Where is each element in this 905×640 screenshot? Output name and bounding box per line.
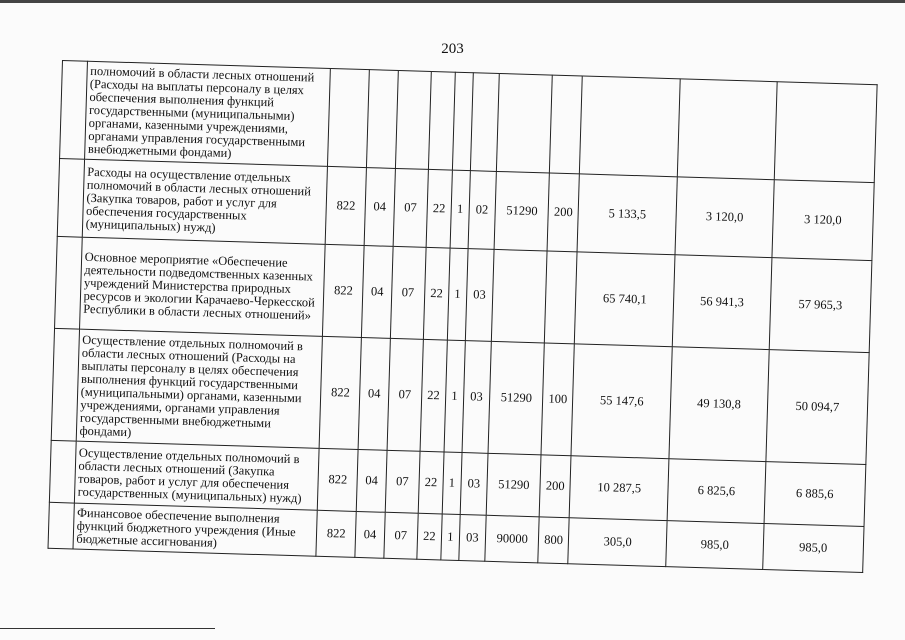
direction-cell: 51290 — [494, 171, 550, 251]
direction-cell: 90000 — [485, 515, 540, 563]
section-cell — [367, 70, 399, 169]
year3-amount-cell: 985,0 — [762, 524, 864, 573]
year1-amount-cell: 5 133,5 — [577, 174, 678, 255]
empty-cell — [49, 440, 75, 503]
expense-name-cell: Финансовое обеспечение выполнения функций бюджетного учреждения (Иные бюджетные ассигнования) — [73, 503, 318, 556]
subsection-cell — [395, 70, 431, 169]
budget-table-wrapper — [47, 60, 877, 573]
direction-cell: 51290 — [488, 341, 545, 455]
expense-type-cell: 200 — [540, 455, 572, 518]
main-event-cell — [470, 73, 500, 172]
gov-code-cell: 822 — [323, 244, 365, 337]
footnote-divider — [0, 628, 215, 629]
expense-name-cell: Осуществление отдельных полномочий в области лесных отношений (Расходы на выплаты персоналу в целях обеспечения выполнения функций государственными (муниципальными) органами, казенными учреждениями, органами управления государственными внебюджетными фондами) — [76, 329, 323, 448]
subsection-cell: 07 — [390, 246, 425, 339]
empty-cell — [57, 158, 84, 237]
subprogram-cell: 1 — [450, 170, 470, 248]
gov-code-cell — [328, 68, 370, 167]
gov-code-cell: 822 — [316, 510, 356, 557]
year2-amount-cell: 985,0 — [666, 521, 764, 570]
expense-name-cell: Расходы на осуществление отдельных полномочий в области лесных отношений (Закупка товаров, работ и услуг для обеспечения государственных (муниципальных) нужд) — [82, 159, 328, 244]
subprogram-cell: 1 — [441, 514, 460, 560]
program-cell: 22 — [426, 169, 453, 248]
subsection-cell: 07 — [387, 338, 423, 451]
main-event-cell: 03 — [460, 453, 488, 516]
section-cell: 04 — [356, 449, 386, 512]
program-cell — [428, 71, 455, 170]
main-event-cell: 03 — [458, 514, 486, 561]
expense-type-cell — [550, 75, 583, 174]
year2-amount-cell — [678, 79, 777, 180]
expense-type-cell — [545, 251, 577, 344]
year2-amount-cell: 6 825,6 — [667, 459, 765, 524]
main-event-cell: 03 — [465, 249, 494, 342]
subprogram-cell: 1 — [444, 340, 465, 452]
section-cell: 04 — [364, 168, 395, 247]
page-number: 203 — [441, 41, 464, 57]
empty-cell — [55, 236, 82, 329]
main-event-cell: 02 — [468, 171, 497, 250]
direction-cell — [491, 249, 547, 343]
year1-amount-cell — [579, 76, 680, 177]
subprogram-cell: 1 — [442, 452, 461, 514]
gov-code-cell: 822 — [317, 448, 358, 511]
empty-cell — [60, 61, 87, 160]
section-cell: 04 — [358, 338, 390, 451]
year1-amount-cell: 55 147,6 — [571, 344, 673, 459]
year3-amount-cell: 50 094,7 — [765, 350, 869, 465]
year2-amount-cell: 3 120,0 — [675, 177, 774, 258]
year1-amount-cell: 305,0 — [568, 518, 668, 567]
expense-name-cell: Основное мероприятие «Обеспечение деятельности подведомственных казенных учреждений Министерства природных ресурсов и экологии Карачаево-Черкесской Республики в области лесных отношений» — [79, 237, 325, 336]
expense-type-cell: 800 — [538, 517, 569, 564]
direction-cell: 51290 — [486, 453, 541, 517]
year1-amount-cell: 10 287,5 — [569, 456, 669, 521]
expense-type-cell: 100 — [541, 343, 574, 456]
year3-amount-cell — [774, 82, 877, 183]
page-top-edge — [0, 0, 905, 3]
expense-type-cell: 200 — [547, 173, 579, 252]
expense-name-cell: полномочий в области лесных отношений (Расходы на выплаты персоналу в целях обеспечения выполнения функций государственными (муниципальными) органами, казенными учреждениями, органами управления государственными внебюджетными фондами) — [84, 61, 330, 166]
program-cell: 22 — [420, 339, 448, 452]
year2-amount-cell: 56 941,3 — [673, 255, 772, 350]
year3-amount-cell: 57 965,3 — [769, 258, 872, 353]
program-cell: 22 — [418, 451, 444, 514]
year3-amount-cell: 6 885,6 — [764, 462, 866, 527]
expense-name-cell: Осуществление отдельных полномочий в области лесных отношений (Закупка товаров, работ и услуг для обеспечения государственных (муниципальных) нужд) — [74, 441, 319, 510]
direction-cell — [496, 73, 552, 173]
program-cell: 22 — [416, 513, 442, 560]
subsection-cell: 07 — [384, 512, 418, 559]
subsection-cell: 07 — [385, 450, 420, 513]
subprogram-cell: 1 — [447, 248, 467, 340]
program-cell: 22 — [423, 247, 450, 340]
section-cell: 04 — [362, 246, 393, 339]
empty-cell — [51, 328, 79, 441]
main-event-cell: 03 — [462, 341, 492, 454]
empty-cell — [48, 502, 74, 549]
gov-code-cell: 822 — [325, 166, 366, 245]
subsection-cell: 07 — [393, 168, 428, 247]
gov-code-cell: 822 — [319, 336, 361, 449]
year2-amount-cell: 49 130,8 — [669, 347, 769, 462]
budget-table — [47, 60, 877, 573]
year1-amount-cell: 65 740,1 — [574, 252, 675, 347]
year3-amount-cell: 3 120,0 — [771, 180, 874, 261]
section-cell: 04 — [355, 511, 385, 558]
